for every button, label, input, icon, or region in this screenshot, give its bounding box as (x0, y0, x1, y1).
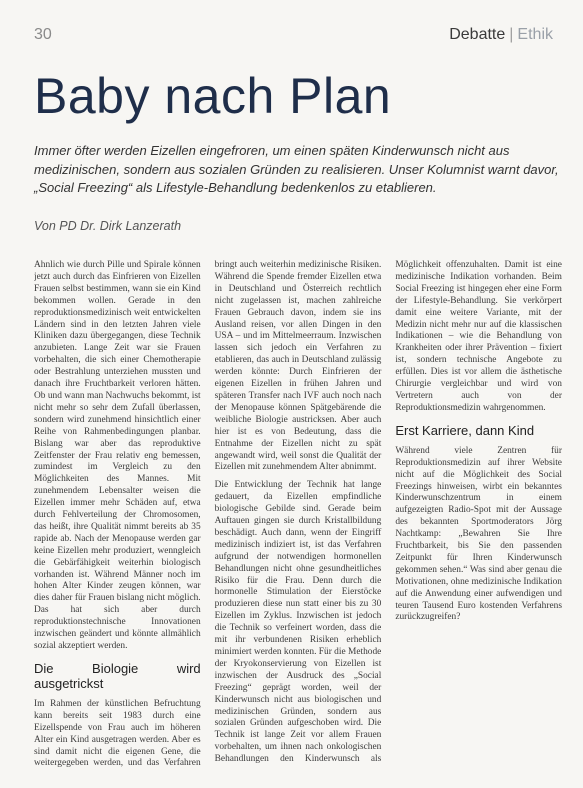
page-number: 30 (34, 26, 52, 43)
article-body (34, 260, 562, 775)
article-title: Baby nach Plan (34, 68, 392, 124)
section-separator: | (509, 26, 514, 43)
section-label (449, 26, 553, 44)
section-secondary: Ethik (517, 26, 553, 43)
body-paragraph: Ahnlich wie durch Pille und Spirale können jetzt auch durch das Einfrieren von Eizellen Frauen selbst bestimmen, wann sie ein Kind bekommen wollen. Gerade in den reproduktionsmedizinisch weit entwickelten Ländern sind in den letzten Jahren viele Kliniken dazu übergegangen, diese Technik anzubieten. Lange Zeit war sie Frauen vorbehalten, die sich einer Chemotherapie oder Bestrahlung unterziehen mussten und danach ihre Fruchtbarkeit verloren hätten. Ob und wann man Nachwuchs bekommt, ist nicht mehr so sehr dem Zufall überlassen, sondern wird zunehmend hinsichtlich einer Reihe von Rahmenbedingungen planbar. Bislang war aber das reproduktive Zeitfenster der Frau relativ eng bemessen, zumindest im Vergleich zu den Möglichkeiten des Mannes. Mit zunehmendem Lebensalter weisen die Eizellen immer mehr Schäden auf, etwa durch Fehlverteilung der Chromosomen, das heißt, ihre Qualität nimmt bereits ab 35 rapide ab. Nach der Menopause werden gar keine Eizellen mehr produziert, wenngleich die Gebärfähigkeit weiterhin biologisch vorhanden ist. Während Männer noch im hohen Alter Kinder zeugen können, war dies daher für Frauen bislang nicht möglich. Das hat sich aber durch reproduktionstechnische Innovationen inzwischen geändert und könnte allmählich sozial akzeptiert werden. (34, 260, 201, 651)
body-paragraph: Während viele Zentren für Reproduktionsmedizin auf ihrer Website nicht auf die Möglichkeit des Social Freezings hinweisen, wirbt ein bekanntes Kinderwunschzentrum in einem aufgezeigten Radio-Spot mit der Aussage des bekannten Sportmoderators Jörg Nachtkamp: „Bewahren Sie Ihre Fruchtbarkeit, bis Sie den passenden Zeitpunkt für Ihren Kinderwunsch gekommen sehen.“ Was sind aber genau die Motivationen, ohne medizinische Indikation auf die Anwendung einer aufwendigen und teuren Tausend Euro kostenden Verfahrens zurückzugreifen? (395, 445, 562, 623)
body-paragraph: Die Entwicklung der Technik hat lange gedauert, da Eizellen empfindliche biologische Gebilde sind. Gerade beim Auftauen gingen sie durch Kristallbildung beschädigt. Auch dann, wenn der Eingriff medizinisch indiziert ist, ist das Verfahren aufgrund der notwendigen hormonellen Behandlungen nicht ohne gesundheitliches Risiko für die Frau. Denn durch die hormonelle Stimulation der Eierstöcke produzieren diese nun statt einer bis zu 30 Eizellen im Zyklus. Inzwischen ist jedoch die Technik so verfeinert worden, dass die mit ihr verbundenen Risiken erheblich minimiert werden konnten. Für die Methode der Kryokonservierung von Eizellen ist inzwischen der Ausdruck des „Social Freezing“ geprägt worden, weil der Kinderwunsch nicht aus biologischen und medizinischen Gründen, sondern aus sozialen Gründen aufgeschoben wird. Die Technik ist lange Zeit vor allem Frauen vorbehalten, um ihnen nach onkologischen Behandlungen den Kinderwunsch als Möglichkeit offenzuhalten. Damit ist eine medizinische Indikation vorhanden. Beim Social Freezing ist hingegen eher eine Form der Lifestyle-Behandlung. Sie verkörpert damit eine weitere Variante, mit der Medizin nicht mehr nur auf die klassischen Indikationen – wie die Behandlung von Krankheiten oder ihrer Prävention – fixiert ist, sondern technische Angebote zu erfüllen. Dies ist vor allem die ästhetische Chirurgie vergleichbar und wird von Vertretern auch von der Reproduktionsmedizin wahrgenommen. (214, 260, 562, 765)
section-heading: Erst Karriere, dann Kind (395, 422, 535, 438)
article-lead: Immer öfter werden Eizellen eingefroren, um einen späten Kinderwunsch nicht aus medizinischen, sondern aus sozialen Gründen zu realisieren. Unser Kolumnist warnt davor, „Social Freezing“ als Lifestyle-Behandlung bedenkenlos zu etablieren. (34, 143, 559, 195)
section-primary: Debatte (449, 26, 506, 43)
body-paragraph: Im Rahmen der künstlichen Befruchtung kann bereits seit 1983 durch eine Eizellspende von Frau auch im höheren Alter ein Kind ausgetragen werden. Aber es sind damit nicht die eigenen Gene, die weitergegeben werden, und das Verfahren bringt auch weiterhin medizinische Risiken. Während die Spende fremder Eizellen etwa in Deutschland und Österreich rechtlich nicht zugelassen ist, machen zahlreiche Frauen Gebrauch davon, indem sie ins Ausland reisen, vor allen Dingen in den USA – und im Mittelmeerraum. Inzwischen lassen sich jedoch ein Verfahren zu etablieren, das auch in Deutschland zulässig werden könnte: Durch Einfrieren der eigenen Eizellen in frühen Jahren und späteren Transfer nach IVF auch noch nach der Menopause können Spätgebärende die weibliche Biologie austricksen. Aber auch hier ist es von Bedeutung, dass die Entnahme der Eizellen nicht zu spät angewandt wird, weil sonst die Qualität der Eizellen mit zunehmendem Alter abnimmt. (34, 260, 382, 769)
article-byline: Von PD Dr. Dirk Lanzerath (34, 219, 182, 233)
section-heading: Die Biologie wird ausgetrickst (34, 660, 201, 691)
